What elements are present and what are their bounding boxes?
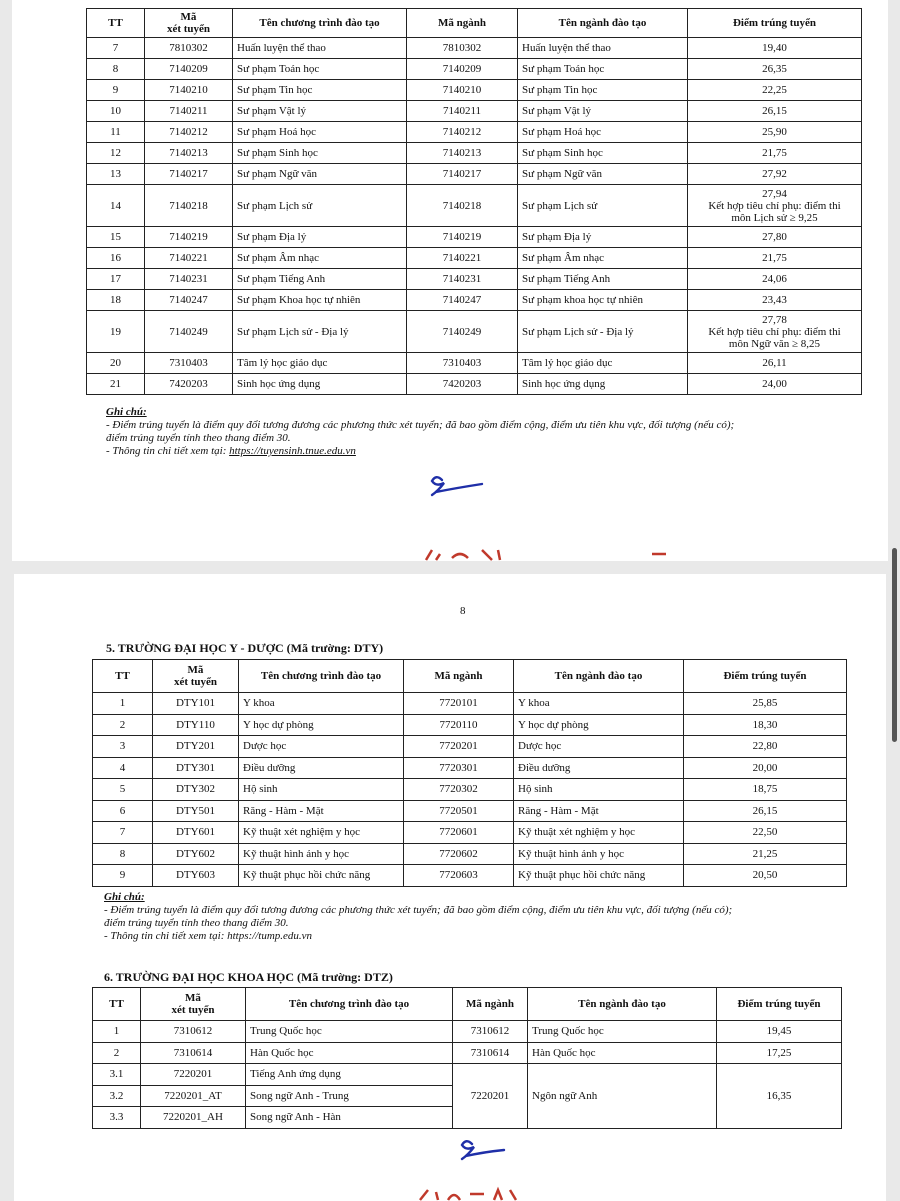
table-row	[93, 1021, 842, 1043]
cell-diem-trung-tuyen: 19,45	[717, 1021, 842, 1043]
table-row	[87, 248, 862, 269]
cell-ma-xet-tuyen: 7310612	[141, 1021, 246, 1043]
page-number: 8	[460, 605, 466, 617]
note-line: - Điểm trúng tuyển là điểm quy đổi tương đương các phương thức xét tuyển; đã bao gồm điểm cộng, điểm ưu tiên khu vực, đối tượng (nếu có);	[106, 419, 735, 431]
cell-diem-trung-tuyen: 17,25	[717, 1042, 842, 1064]
cell-ten-chuong-trinh: Sư phạm Toán học	[233, 59, 407, 80]
cell-tt: 7	[87, 38, 145, 59]
cell-ma-nganh: 7420203	[407, 374, 518, 395]
cell-ten-chuong-trinh: Tâm lý học giáo dục	[233, 353, 407, 374]
cell-tt: 20	[87, 353, 145, 374]
table-row	[87, 353, 862, 374]
cell-ma-nganh: 7310403	[407, 353, 518, 374]
table-header-row	[93, 660, 847, 693]
cell-tt: 12	[87, 143, 145, 164]
cell-ten-nganh: Sư phạm Tin học	[518, 80, 688, 101]
cell-tt: 3.2	[93, 1085, 141, 1107]
cell-ma-xet-tuyen: 7310614	[141, 1042, 246, 1064]
cell-ten-chuong-trinh: Kỹ thuật phục hồi chức năng	[239, 865, 404, 887]
cell-ten-chuong-trinh: Kỹ thuật hình ảnh y học	[239, 843, 404, 865]
cell-ten-nganh: Sư phạm khoa học tự nhiên	[518, 290, 688, 311]
header-tt: TT	[93, 988, 141, 1021]
table-row	[87, 374, 862, 395]
cell-ten-nganh: Sư phạm Vật lý	[518, 101, 688, 122]
header-ten-nganh: Tên ngành đào tạo	[518, 9, 688, 38]
cell-diem-trung-tuyen: 20,50	[684, 865, 847, 887]
cell-tt: 2	[93, 1042, 141, 1064]
cell-diem-trung-tuyen: 22,50	[684, 822, 847, 844]
cell-diem-trung-tuyen: 26,35	[688, 59, 862, 80]
note-link-prefix: - Thông tin chi tiết xem tại:	[106, 445, 230, 457]
table-row	[93, 843, 847, 865]
admission-table-dtz	[92, 987, 842, 1129]
cell-ma-nganh: 7140219	[407, 227, 518, 248]
cell-tt: 16	[87, 248, 145, 269]
cell-ten-nganh: Trung Quốc học	[528, 1021, 717, 1043]
cell-tt: 19	[87, 311, 145, 353]
cell-ma-nganh: 7810302	[407, 38, 518, 59]
cell-ma-xet-tuyen: 7810302	[145, 38, 233, 59]
header-diem-trung-tuyen: Điểm trúng tuyển	[688, 9, 862, 38]
table-header-row	[93, 988, 842, 1021]
cell-ten-nganh: Y học dự phòng	[514, 714, 684, 736]
cell-ma-xet-tuyen: 7140211	[145, 101, 233, 122]
cell-diem-trung-tuyen: 24,00	[688, 374, 862, 395]
cell-ma-nganh: 7720101	[404, 693, 514, 715]
table-row	[93, 779, 847, 801]
cell-ten-chuong-trinh: Huấn luyện thể thao	[233, 38, 407, 59]
cell-ten-nganh: Sinh học ứng dụng	[518, 374, 688, 395]
cell-ten-chuong-trinh: Hộ sinh	[239, 779, 404, 801]
cell-ten-chuong-trinh: Sư phạm Sinh học	[233, 143, 407, 164]
cell-ma-nganh: 7140213	[407, 143, 518, 164]
cell-tt: 18	[87, 290, 145, 311]
note-line: điểm trúng tuyển tính theo thang điểm 30.	[104, 917, 289, 929]
table-body	[87, 38, 862, 395]
cell-ma-xet-tuyen: 7140209	[145, 59, 233, 80]
cell-ten-nganh: Hàn Quốc học	[528, 1042, 717, 1064]
cell-ten-chuong-trinh: Sư phạm Tin học	[233, 80, 407, 101]
cell-ma-xet-tuyen: DTY110	[153, 714, 239, 736]
cell-ten-chuong-trinh: Tiếng Anh ứng dụng	[246, 1064, 453, 1086]
cell-tt: 3.1	[93, 1064, 141, 1086]
cell-diem-trung-tuyen: 22,25	[688, 80, 862, 101]
cell-ten-nganh: Ngôn ngữ Anh	[528, 1064, 717, 1129]
scrollbar-thumb[interactable]	[892, 548, 897, 742]
cell-tt: 11	[87, 122, 145, 143]
note-line	[106, 445, 866, 458]
note-line: - Thông tin chi tiết xem tại: https://tump.edu.vn	[104, 930, 313, 942]
cell-ma-nganh: 7720601	[404, 822, 514, 844]
cell-ma-nganh: 7140210	[407, 80, 518, 101]
cell-tt: 13	[87, 164, 145, 185]
cell-ten-nganh: Sư phạm Địa lý	[518, 227, 688, 248]
cell-ten-chuong-trinh: Sinh học ứng dụng	[233, 374, 407, 395]
header-ma-nganh: Mã ngành	[404, 660, 514, 693]
cell-diem-trung-tuyen: 25,90	[688, 122, 862, 143]
cell-ma-xet-tuyen: 7420203	[145, 374, 233, 395]
cell-ma-nganh: 7140217	[407, 164, 518, 185]
cell-ma-xet-tuyen: 7140231	[145, 269, 233, 290]
cell-diem-trung-tuyen: 23,43	[688, 290, 862, 311]
cell-ten-chuong-trinh: Sư phạm Vật lý	[233, 101, 407, 122]
cell-ma-nganh: 7140231	[407, 269, 518, 290]
cell-ma-nganh: 7140211	[407, 101, 518, 122]
table-row	[93, 800, 847, 822]
table-row	[87, 185, 862, 227]
table-row	[87, 164, 862, 185]
cell-ten-nganh: Tâm lý học giáo dục	[518, 353, 688, 374]
cell-diem-trung-tuyen: 22,80	[684, 736, 847, 758]
cell-diem-trung-tuyen: 26,15	[684, 800, 847, 822]
cell-tt: 6	[93, 800, 153, 822]
table-row	[87, 38, 862, 59]
cell-ten-chuong-trinh: Răng - Hàm - Mặt	[239, 800, 404, 822]
cell-tt: 10	[87, 101, 145, 122]
cell-diem-trung-tuyen: 26,15	[688, 101, 862, 122]
table-row	[87, 80, 862, 101]
cell-ma-xet-tuyen: 7310403	[145, 353, 233, 374]
cell-ma-xet-tuyen: DTY603	[153, 865, 239, 887]
cell-diem-trung-tuyen: 16,35	[717, 1064, 842, 1129]
cell-ma-nganh: 7720302	[404, 779, 514, 801]
cell-diem-trung-tuyen: 27,92	[688, 164, 862, 185]
cell-ma-xet-tuyen: 7140247	[145, 290, 233, 311]
cell-ma-xet-tuyen: DTY101	[153, 693, 239, 715]
table-row	[93, 714, 847, 736]
cell-ten-nganh: Răng - Hàm - Mặt	[514, 800, 684, 822]
cell-ma-xet-tuyen: 7220201	[141, 1064, 246, 1086]
table-row	[93, 1042, 842, 1064]
cell-ten-chuong-trinh: Sư phạm Lịch sử	[233, 185, 407, 227]
cell-ma-nganh: 7720602	[404, 843, 514, 865]
cell-ma-nganh: 7140221	[407, 248, 518, 269]
cell-ma-nganh: 7310612	[453, 1021, 528, 1043]
cell-ma-nganh: 7220201	[453, 1064, 528, 1129]
cell-ten-nganh: Hộ sinh	[514, 779, 684, 801]
header-ten-chuong-trinh: Tên chương trình đào tạo	[239, 660, 404, 693]
document-page-1	[12, 0, 888, 561]
cell-ma-nganh: 7140247	[407, 290, 518, 311]
header-ten-nganh: Tên ngành đào tạo	[528, 988, 717, 1021]
cell-ma-xet-tuyen: 7140210	[145, 80, 233, 101]
cell-ten-nganh: Sư phạm Tiếng Anh	[518, 269, 688, 290]
cell-ten-chuong-trinh: Sư phạm Âm nhạc	[233, 248, 407, 269]
cell-tt: 14	[87, 185, 145, 227]
cell-ten-nganh: Sư phạm Sinh học	[518, 143, 688, 164]
cell-tt: 9	[87, 80, 145, 101]
cell-ten-chuong-trinh: Song ngữ Anh - Trung	[246, 1085, 453, 1107]
table-row	[87, 227, 862, 248]
cell-ma-xet-tuyen: DTY201	[153, 736, 239, 758]
cell-tt: 1	[93, 693, 153, 715]
table-row	[93, 693, 847, 715]
cell-ma-nganh: 7140249	[407, 311, 518, 353]
cell-tt: 3	[93, 736, 153, 758]
header-ma-xet-tuyen: Mã xét tuyển	[141, 988, 246, 1021]
header-ten-chuong-trinh: Tên chương trình đào tạo	[246, 988, 453, 1021]
header-ten-chuong-trinh: Tên chương trình đào tạo	[233, 9, 407, 38]
cell-ma-xet-tuyen: 7140249	[145, 311, 233, 353]
cell-ma-xet-tuyen: DTY301	[153, 757, 239, 779]
cell-ma-nganh: 7720501	[404, 800, 514, 822]
cell-ten-chuong-trinh: Sư phạm Ngữ văn	[233, 164, 407, 185]
table-row	[93, 1064, 842, 1086]
cell-ten-chuong-trinh: Điều dưỡng	[239, 757, 404, 779]
cell-tt: 7	[93, 822, 153, 844]
cell-ten-chuong-trinh: Sư phạm Lịch sử - Địa lý	[233, 311, 407, 353]
cell-ma-xet-tuyen: 7140217	[145, 164, 233, 185]
header-ten-nganh: Tên ngành đào tạo	[514, 660, 684, 693]
cell-diem-trung-tuyen: 20,00	[684, 757, 847, 779]
table-row	[93, 736, 847, 758]
header-ma-nganh: Mã ngành	[407, 9, 518, 38]
header-ma-nganh: Mã ngành	[453, 988, 528, 1021]
cell-ma-nganh: 7720301	[404, 757, 514, 779]
cell-ten-chuong-trinh: Sư phạm Khoa học tự nhiên	[233, 290, 407, 311]
table-row	[87, 122, 862, 143]
cell-diem-trung-tuyen: 21,75	[688, 248, 862, 269]
signature-mark	[454, 1136, 514, 1164]
cell-ten-nganh: Điều dưỡng	[514, 757, 684, 779]
cell-ma-nganh: 7720110	[404, 714, 514, 736]
cell-ten-nganh: Dược học	[514, 736, 684, 758]
cell-ma-xet-tuyen: DTY302	[153, 779, 239, 801]
cell-ma-xet-tuyen: DTY501	[153, 800, 239, 822]
header-ma-xet-tuyen: Mã xét tuyển	[145, 9, 233, 38]
cell-ten-nganh: Sư phạm Lịch sử	[518, 185, 688, 227]
note-block-page1	[106, 406, 866, 458]
cell-tt: 2	[93, 714, 153, 736]
cell-ma-xet-tuyen: 7140218	[145, 185, 233, 227]
cell-ma-nganh: 7720603	[404, 865, 514, 887]
signature-mark	[422, 470, 492, 500]
header-diem-trung-tuyen: Điểm trúng tuyển	[684, 660, 847, 693]
cell-ten-nganh: Sư phạm Toán học	[518, 59, 688, 80]
cell-diem-trung-tuyen: 18,75	[684, 779, 847, 801]
table-row	[93, 822, 847, 844]
cell-ten-nganh: Sư phạm Âm nhạc	[518, 248, 688, 269]
admission-info-link[interactable]: https://tuyensinh.tnue.edu.vn	[229, 445, 356, 457]
cell-ten-chuong-trinh: Dược học	[239, 736, 404, 758]
cell-tt: 5	[93, 779, 153, 801]
table-row	[87, 101, 862, 122]
header-tt: TT	[87, 9, 145, 38]
cell-diem-trung-tuyen: 27,94 Kết hợp tiêu chí phụ: điểm thi môn Lịch sử ≥ 9,25	[688, 185, 862, 227]
table-row	[87, 143, 862, 164]
cell-tt: 15	[87, 227, 145, 248]
cell-tt: 9	[93, 865, 153, 887]
cell-ma-nganh: 7140212	[407, 122, 518, 143]
cell-diem-trung-tuyen: 21,75	[688, 143, 862, 164]
cell-diem-trung-tuyen: 21,25	[684, 843, 847, 865]
cell-ten-chuong-trinh: Hàn Quốc học	[246, 1042, 453, 1064]
cell-ma-xet-tuyen: 7140221	[145, 248, 233, 269]
cell-ten-nganh: Sư phạm Hoá học	[518, 122, 688, 143]
cell-diem-trung-tuyen: 18,30	[684, 714, 847, 736]
note-line: - Điểm trúng tuyển là điểm quy đổi tương đương các phương thức xét tuyển; đã bao gồm điểm cộng, điểm ưu tiên khu vực, đối tượng (nếu có);	[104, 904, 733, 916]
table-header-row	[87, 9, 862, 38]
note-block-dty	[104, 891, 874, 943]
cell-ma-xet-tuyen: 7140219	[145, 227, 233, 248]
cell-ten-nganh: Kỹ thuật xét nghiệm y học	[514, 822, 684, 844]
cell-tt: 21	[87, 374, 145, 395]
admission-table-dty	[92, 659, 847, 887]
section-title-dtz: 6. TRƯỜNG ĐẠI HỌC KHOA HỌC (Mã trường: DTZ)	[104, 970, 393, 984]
cell-ma-xet-tuyen: 7140213	[145, 143, 233, 164]
cell-ma-xet-tuyen: 7220201_AH	[141, 1107, 246, 1129]
cell-tt: 4	[93, 757, 153, 779]
cell-ten-nganh: Huấn luyện thể thao	[518, 38, 688, 59]
cell-ma-xet-tuyen: 7140212	[145, 122, 233, 143]
cell-ten-chuong-trinh: Y học dự phòng	[239, 714, 404, 736]
cell-diem-trung-tuyen: 26,11	[688, 353, 862, 374]
cell-tt: 8	[93, 843, 153, 865]
cell-ten-nganh: Sư phạm Ngữ văn	[518, 164, 688, 185]
table-row	[87, 269, 862, 290]
stamp-fragment	[414, 1186, 554, 1201]
cell-ten-nganh: Kỹ thuật phục hồi chức năng	[514, 865, 684, 887]
header-ma-xet-tuyen: Mã xét tuyển	[153, 660, 239, 693]
table-row	[87, 311, 862, 353]
table-row	[87, 290, 862, 311]
cell-ten-chuong-trinh: Sư phạm Địa lý	[233, 227, 407, 248]
cell-diem-trung-tuyen: 27,78 Kết hợp tiêu chí phụ: điểm thi môn Ngữ văn ≥ 8,25	[688, 311, 862, 353]
cell-ma-nganh: 7720201	[404, 736, 514, 758]
cell-diem-trung-tuyen: 19,40	[688, 38, 862, 59]
cell-ma-xet-tuyen: DTY601	[153, 822, 239, 844]
cell-ten-chuong-trinh: Y khoa	[239, 693, 404, 715]
cell-tt: 3.3	[93, 1107, 141, 1129]
cell-ten-chuong-trinh: Song ngữ Anh - Hàn	[246, 1107, 453, 1129]
cell-ma-nganh: 7140218	[407, 185, 518, 227]
header-diem-trung-tuyen: Điểm trúng tuyển	[717, 988, 842, 1021]
stamp-fragment	[422, 548, 672, 561]
cell-ma-nganh: 7310614	[453, 1042, 528, 1064]
table-body	[93, 693, 847, 887]
cell-ten-chuong-trinh: Trung Quốc học	[246, 1021, 453, 1043]
cell-ten-nganh: Y khoa	[514, 693, 684, 715]
cell-ten-chuong-trinh: Kỹ thuật xét nghiệm y học	[239, 822, 404, 844]
cell-ten-nganh: Kỹ thuật hình ảnh y học	[514, 843, 684, 865]
section-title-dty: 5. TRƯỜNG ĐẠI HỌC Y - DƯỢC (Mã trường: DTY)	[106, 641, 384, 655]
cell-tt: 17	[87, 269, 145, 290]
cell-ten-chuong-trinh: Sư phạm Tiếng Anh	[233, 269, 407, 290]
cell-ma-xet-tuyen: DTY602	[153, 843, 239, 865]
note-line: điểm trúng tuyển tính theo thang điểm 30.	[106, 432, 291, 444]
cell-ten-chuong-trinh: Sư phạm Hoá học	[233, 122, 407, 143]
cell-tt: 1	[93, 1021, 141, 1043]
cell-ma-nganh: 7140209	[407, 59, 518, 80]
note-heading: Ghi chú:	[104, 891, 145, 903]
cell-ma-xet-tuyen: 7220201_AT	[141, 1085, 246, 1107]
document-page-2	[14, 574, 886, 1201]
table-body	[93, 1021, 842, 1129]
header-tt: TT	[93, 660, 153, 693]
table-row	[87, 59, 862, 80]
cell-diem-trung-tuyen: 27,80	[688, 227, 862, 248]
table-row	[93, 865, 847, 887]
table-row	[93, 757, 847, 779]
cell-ten-nganh: Sư phạm Lịch sử - Địa lý	[518, 311, 688, 353]
cell-diem-trung-tuyen: 24,06	[688, 269, 862, 290]
cell-diem-trung-tuyen: 25,85	[684, 693, 847, 715]
note-heading: Ghi chú:	[106, 406, 147, 418]
admission-table-page1	[86, 8, 862, 395]
cell-tt: 8	[87, 59, 145, 80]
